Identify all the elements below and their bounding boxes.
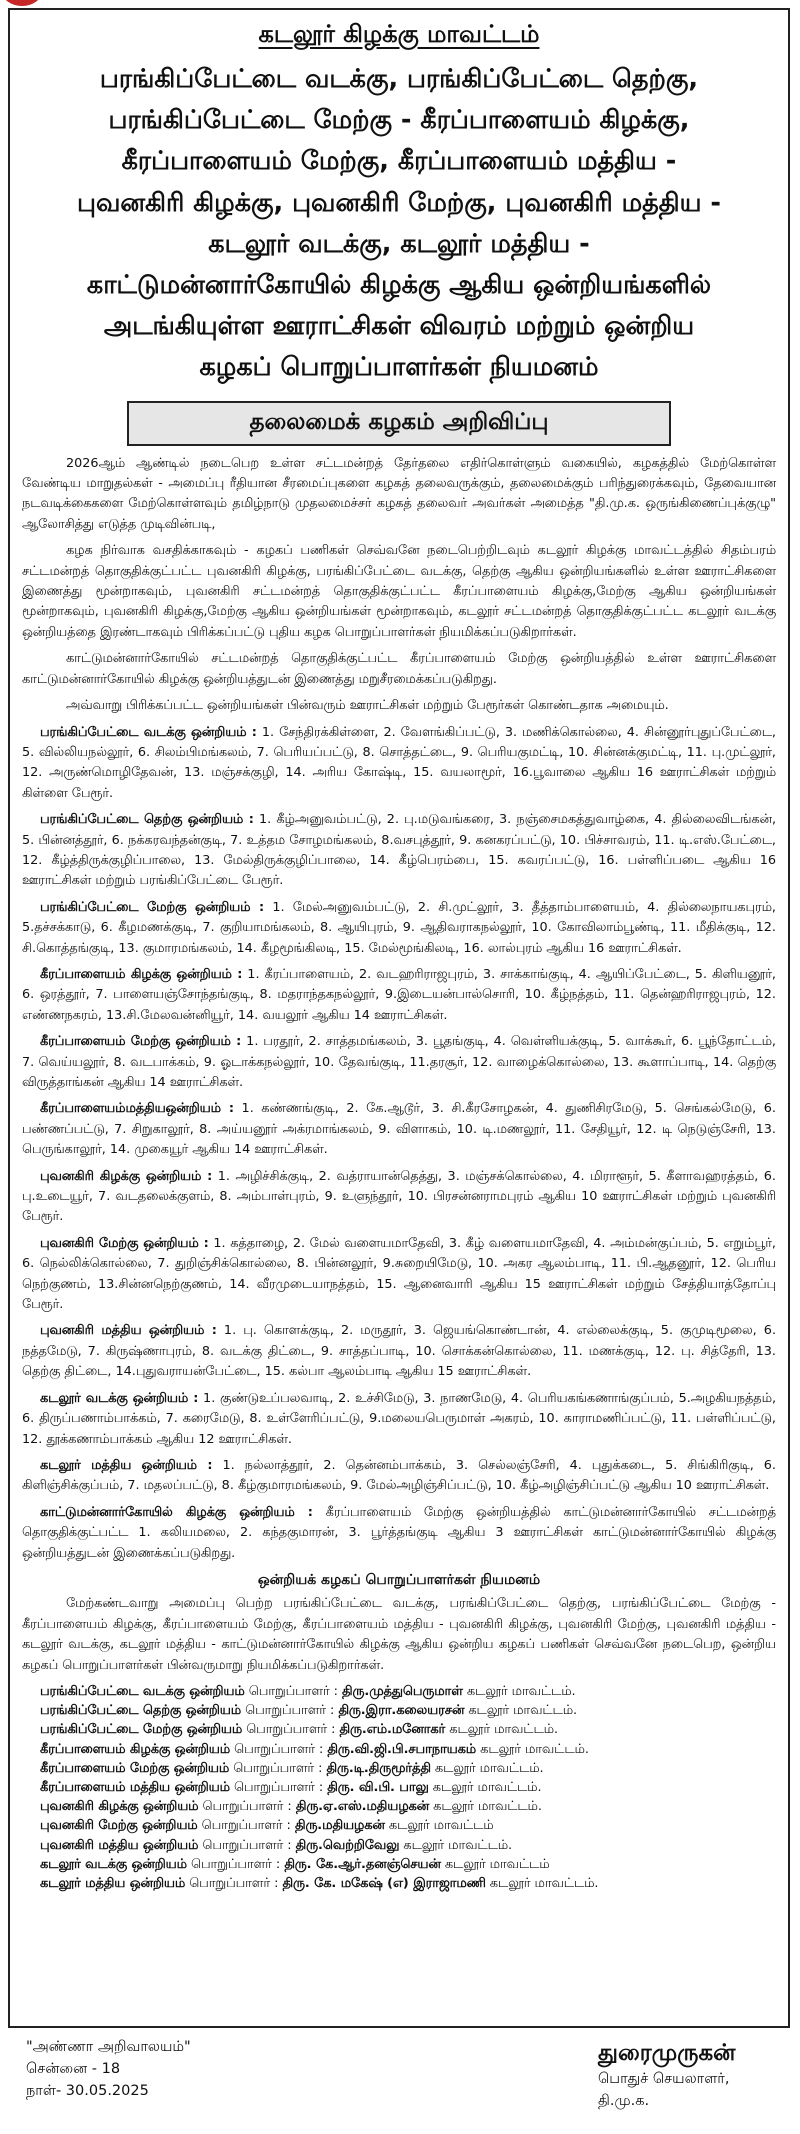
paragraph: 2026ஆம் ஆண்டில் நடைபெற உள்ள சட்டமன்றத் தேர்தலை எதிர்கொள்ளும் வகையில், கழகத்தில் மேற்கொள்ள வேண்டிய மாறுதல்கள் - அமைப்பு ரீதியான சீரமைப்புகளை கழகத் தலைவருக்கும், தலைமைக்கும் பரிந்துரைக்கவும், தேவையான நடவடிக்கைகளை மேற்கொள்ளவும் தமிழ்நாடு முதலமைச்சர் கழகத் தலைவர் அவர்கள் அமைத்த "தி.மு.க. ஒருங்கிணைப்புக்குழு" ஆலோசித்து எடுத்த முடிவின்படி,: [22, 455, 776, 532]
union-villages: 1. சேந்திரக்கிள்ளை, 2. வேளங்கிப்பட்டு, 3. மணிக்கொல்லை, 4. சின்னூர்புதுப்பேட்டை, 5. வில்லியநல்லூர், 6. சிலம்பிமங்கலம், 7. பெரியப்பட்டு, 8. சொத்தட்டை, 9. பெரியகுமட்டி, 10. சின்னக்குமட்டி, 11. பு.முட்லூர், 12. அருண்மொழிதேவன், 13. மஞ்சக்குழி, 14. அரிய கோஷ்டி, 15. வயலாமூர், 16.பூவாலை ஆகிய 16 ஊராட்சிகள் மற்றும் கிள்ளை பேரூர்.: [22, 724, 776, 801]
union-villages: 1. கீரப்பாளையம், 2. வடஹரிராஜபுரம், 3. சாக்காங்குடி, 4. ஆயிப்பேட்டை, 5. கிளியனூர், 6. ஒரத்தூர், 7. பாளையஞ்சோந்தங்குடி, 8. மதராந்தகநல்லூர், 9.இடையன்பால்சொரி, 10. கீழ்நத்தம், 11. தென்ஹரிராஜபுரம், 12. எண்ணநகரம், 13.சி.மேலவன்னியூர், 14. வயலூர் ஆகிய 14 ஊராட்சிகள்.: [22, 966, 776, 1023]
appointment-district: கடலூர் மாவட்டம்.: [399, 1837, 513, 1853]
appointee-name: திரு. கே.ஆர்.தனஞ்செயன்: [284, 1856, 441, 1872]
appointment-role: பொறுப்பாளர் :: [185, 1876, 283, 1891]
union-entry: [22, 965, 776, 1026]
appointment-district: கடலூர் மாவட்டம்.: [464, 1703, 578, 1719]
appointee-name: திரு.முத்துபெருமாள்: [342, 1683, 463, 1699]
union-name: பரங்கிப்பேட்டை வடக்கு ஒன்றியம் :: [40, 724, 257, 740]
appointment-role: பொறுப்பாளர் :: [241, 1703, 339, 1719]
union-villages: கீரப்பாளையம் மேற்கு ஒன்றியத்தில் காட்டுமன்னார்கோயில் சட்டமன்றத் தொகுதிக்குட்பட்ட 1. கலியமலை, 2. கந்தகுமாரன், 3. பூர்த்தங்குடி ஆகிய 3 ஊராட்சிகள் காட்டுமன்னார்கோயில் கிழக்கு ஒன்றியத்துடன் இணைக்கப்படுகிறது.: [22, 1504, 776, 1561]
appointment-district: கடலூர் மாவட்டம்.: [430, 1760, 544, 1776]
union-name: காட்டுமன்னார்கோயில் கிழக்கு ஒன்றியம் :: [40, 1504, 313, 1520]
union-name: புவனகிரி மத்திய ஒன்றியம் :: [40, 1323, 217, 1339]
appointee-name: திரு.எம்.மனோகர்: [339, 1722, 446, 1738]
appointee-name: திரு.வி.ஜி.பி.சபாநாயகம்: [327, 1741, 477, 1757]
appointment-role: பொறுப்பாளர் :: [186, 1856, 285, 1872]
appointee-name: திரு.ஏ.எஸ்.மதியழகன்: [295, 1799, 430, 1815]
footer: [8, 2028, 790, 2132]
headline: [24, 59, 774, 389]
union-entry: [22, 723, 776, 805]
announcement-frame: [8, 8, 790, 2028]
appointment-district: கடலூர் மாவட்டம்.: [429, 1799, 542, 1815]
union-entry: [22, 1389, 776, 1450]
signature-block: [598, 2038, 735, 2112]
appointment-union: புவனகிரி கிழக்கு ஒன்றியம்: [40, 1799, 199, 1815]
union-villages: 1. மேல்அனுவம்பட்டு, 2. சி.முட்லூர், 3. தீத்தாம்பாளையம், 4. தில்லைநாயகபுரம், 5.தச்சக்காடு, 6. கீழமணக்குடி, 7. குறியாமங்கலம், 8. ஆயிபுரம், 9. ஆதிவராகநல்லூர், 10. கோவிலாம்பூண்டி, 11. மீதிக்குடி, 12. சி.கொத்தங்குடி, 13. குமாரமங்கலம், 14. கீழமூங்கிலடி, 15. மேல்மூங்கிலடி, 16. லால்புரம் ஆகிய 16 ஊராட்சிகள்.: [22, 899, 776, 956]
appointee-name: திரு. வி.பி. பாலு: [327, 1779, 429, 1795]
notice-body: [10, 454, 788, 1676]
headline-line: பரங்கிப்பேட்டை மேற்கு - கீரப்பாளையம் கிழக்கு,: [108, 105, 690, 136]
union-name: கீரப்பாளையம் மேற்கு ஒன்றியம் :: [40, 1034, 242, 1050]
signatory-title: பொதுச் செயலாளர்,: [598, 2071, 730, 2087]
union-name: புவனகிரி மேற்கு ஒன்றியம் :: [40, 1235, 209, 1251]
union-name: கடலூர் மத்திய ஒன்றியம் :: [40, 1457, 213, 1473]
appointee-name: திரு. கே. மகேஷ் (எ) இராஜாமணி: [282, 1876, 486, 1891]
address-block: [26, 2036, 191, 2102]
appointment-union: புவனகிரி மேற்கு ஒன்றியம்: [40, 1818, 198, 1834]
appointment-row: [40, 1836, 788, 1855]
headline-line: கழகப் பொறுப்பாளர்கள் நியமனம்: [199, 352, 599, 383]
address-name: "அண்ணா அறிவாலயம்": [26, 2039, 191, 2055]
union-entry: [22, 1503, 776, 1564]
address-city: சென்னை - 18: [26, 2061, 121, 2077]
appointment-role: பொறுப்பாளர் :: [230, 1741, 328, 1757]
appointee-name: திரு.வெற்றிவேலு: [295, 1837, 400, 1853]
appointment-row: [40, 1701, 788, 1720]
union-villages: 1. குண்டுஉப்பலவாடி, 2. உச்சிமேடு, 3. நாணமேடு, 4. பெரியகங்கணாங்குப்பம், 5.அழகியநத்தம், 6. திருப்பணாம்பாக்கம், 7. கரைமேடு, 8. உள்ளேரிப்பட்டு, 9.மலையபெருமாள் அகரம், 10. காராமணிப்பட்டு, 11. பள்ளிப்பட்டு, 12. தூக்கணாம்பாக்கம் ஆகிய 12 ஊராட்சிகள்.: [22, 1390, 777, 1447]
appointment-district: கடலூர் மாவட்டம்: [440, 1856, 550, 1872]
appointment-row: [40, 1797, 788, 1816]
headline-line: பரங்கிப்பேட்டை வடக்கு, பரங்கிப்பேட்டை தெற்கு,: [99, 64, 699, 94]
appointment-union: கீரப்பாளையம் கிழக்கு ஒன்றியம்: [40, 1741, 231, 1757]
union-entry: [22, 1032, 776, 1093]
appointment-row: [40, 1855, 788, 1874]
headline-line: கீரப்பாளையம் மேற்கு, கீரப்பாளையம் மத்திய -: [121, 146, 677, 177]
paragraph: அவ்வாறு பிரிக்கப்பட்ட ஒன்றியங்கள் பின்வரும் ஊராட்சிகள் மற்றும் பேரூர்கள் கொண்டதாக அமையும்.: [66, 698, 669, 714]
appointment-role: பொறுப்பாளர் :: [197, 1818, 295, 1834]
appointment-role: பொறுப்பாளர் :: [198, 1837, 296, 1853]
headline-line: கடலூர் வடக்கு, கடலூர் மத்திய -: [208, 228, 590, 259]
paragraph: காட்டுமன்னார்கோயில் சட்டமன்றத் தொகுதிக்குட்பட்ட கீரப்பாளையம் மேற்கு ஒன்றியத்தில் உள்ள ஊராட்சிகளை காட்டுமன்னார்கோயில் கிழக்கு ஒன்றியத்துடன் இணைத்து மறுசீரமைக்கப்படுகிறது.: [22, 651, 776, 687]
union-entry: [22, 1456, 776, 1497]
union-entry: [22, 1234, 776, 1316]
appointment-district: கடலூர் மாவட்டம்.: [445, 1722, 559, 1738]
headline-line: புவனகிரி கிழக்கு, புவனகிரி மேற்கு, புவனகிரி மத்திய -: [77, 187, 721, 218]
appointment-union: புவனகிரி மத்திய ஒன்றியம்: [40, 1837, 199, 1853]
appointment-district: கடலூர் மாவட்டம்.: [428, 1779, 542, 1795]
appointments-heading: ஒன்றியக் கழகப் பொறுப்பாளர்கள் நியமனம்: [257, 1571, 541, 1588]
paragraph: கழக நிர்வாக வசதிக்காகவும் - கழகப் பணிகள் செவ்வனே நடைபெற்றிடவும் கடலூர் கிழக்கு மாவட்டத்தில் சிதம்பரம் சட்டமன்றத் தொகுதிக்குட்பட்ட புவனகிரி கிழக்கு, பரங்கிப்பேட்டை வடக்கு, தெற்கு ஆகிய ஒன்றியங்களில் உள்ள ஊராட்சிகளை இணைத்து மூன்றாகவும், புவனகிரி சட்டமன்றத் தொகுதிக்குட்பட்ட கீரப்பாளையம் கிழக்கு,மேற்கு ஆகிய ஒன்றியங்கள் மூன்றாகவும், புவனகிரி கிழக்கு,மேற்கு ஆகிய ஒன்றியங்கள் மூன்றாகவும், கடலூர் சட்டமன்றத் தொகுதிக்குட்பட்ட கடலூர் வடக்கு ஒன்றியத்தை இரண்டாகவும் பிரிக்கப்பட்டு புதிய கழக பொறுப்பாளர்கள் நியமிக்கப்படுகிறார்கள்.: [22, 543, 776, 640]
union-entry: [22, 810, 776, 892]
union-name: பரங்கிப்பேட்டை மேற்கு ஒன்றியம் :: [40, 899, 265, 915]
union-entry: [22, 1167, 776, 1228]
headline-line: அடங்கியுள்ள ஊராட்சிகள் விவரம் மற்றும் ஒன்றிய: [103, 311, 695, 342]
signatory-org: தி.மு.க.: [598, 2093, 650, 2109]
appointment-row: [40, 1740, 788, 1759]
appointment-role: பொறுப்பாளர் :: [242, 1722, 340, 1738]
appointment-row: [40, 1720, 788, 1739]
union-entry: [22, 1321, 776, 1382]
appointment-row: [40, 1682, 788, 1701]
appointments-list: [10, 1682, 788, 1893]
appointment-role: பொறுப்பாளர் :: [198, 1799, 296, 1815]
signatory-name: துரைமுருகன்: [598, 2040, 736, 2066]
union-villages: 1. கண்ணங்குடி, 2. கே.ஆடூர், 3. சி.கீரசோழகன், 4. துணிசிரமேடு, 5. செங்கல்மேடு, 6. பண்ணப்பட்டு, 7. சிறுகாலூர், 8. அய்யனூர் அக்ரமாங்கலம், 9. விளாகம், 10. டி.மணலூர், 11. சேதியூர், 12. டி நெடுஞ்சேரி, 13. பெருங்காலூர், 14. முகையூர் ஆகிய 14 ஊராட்சிகள்.: [22, 1101, 777, 1158]
union-name: கீரப்பாளையம்மத்தியஒன்றியம் :: [40, 1101, 235, 1117]
appointment-union: கடலூர் மத்திய ஒன்றியம்: [40, 1876, 186, 1891]
appointment-union: பரங்கிப்பேட்டை வடக்கு ஒன்றியம்: [40, 1683, 245, 1699]
union-name: பரங்கிப்பேட்டை தெற்கு ஒன்றியம் :: [40, 812, 254, 828]
union-villages: 1. கீழ்அனுவம்பட்டு, 2. பு.மடுவங்கரை, 3. நஞ்சைமகத்துவாழ்கை, 4. தில்லைவிடங்கன், 5. பின்னத்தூர், 6. நக்கரவந்தன்குடி, 7. உத்தம சோழமங்கலம், 8.வசபுத்தூர், 9. கனகரப்பட்டு, 10. பிச்சாவரம், 11. டி.எஸ்.பேட்டை, 12. கீழ்த்திருக்குழிப்பாலை, 13. மேல்திருக்குழிப்பாலை, 14. கீழ்பெரம்பை, 15. கவரப்பட்டு, 16. பள்ளிப்படை ஆகிய 16 ஊராட்சிகள் மற்றும் பரங்கிப்பேட்டை பேரூர்.: [22, 812, 777, 889]
appointment-union: பரங்கிப்பேட்டை மேற்கு ஒன்றியம்: [40, 1722, 243, 1738]
union-villages: 1. கத்தாழை, 2. மேல் வளையமாதேவி, 3. கீழ் வளையமாதேவி, 4. அம்மன்குப்பம், 5. எறும்பூர், 6. நெல்லிக்கொல்லை, 7. துறிஞ்சிக்கொல்லை, 8. பின்னலூர், 9.சுறையிமேடு, 10. அகர ஆலம்பாடி, 11. பி.ஆதனூர், 12. பெரிய நெற்குணம், 13.சின்னநெற்குணம், 14. வீரமுடையாநத்தம், 15. ஆனைவாரி ஆகிய 15 ஊராட்சிகள் மற்றும் சேத்தியாத்தோப்பு பேரூர்.: [22, 1235, 776, 1313]
appointment-role: பொறுப்பாளர் :: [229, 1760, 327, 1776]
appointment-row: [40, 1778, 788, 1797]
appointment-district: கடலூர் மாவட்டம்: [384, 1818, 494, 1834]
appointment-row: [40, 1816, 788, 1835]
appointment-district: கடலூர் மாவட்டம்.: [476, 1741, 589, 1757]
appointment-union: கீரப்பாளையம் மேற்கு ஒன்றியம்: [40, 1760, 230, 1776]
appointment-role: பொறுப்பாளர் :: [229, 1779, 328, 1795]
union-villages: 1. அழிச்சிக்குடி, 2. வத்ராயான்தெத்து, 3. மஞ்சக்கொல்லை, 4. மிராளூர், 5. கீளாவஹரத்தம், 6. பு.உடையூர், 7. வடதலைக்குளம், 8. அம்பாள்புரம், 9. உளுந்தூர், 10. பிரசன்னராமபுரம் ஆகிய 10 ஊராட்சிகள் மற்றும் புவனகிரி பேரூர்.: [22, 1168, 776, 1225]
appointee-name: திரு.மதியழகன்: [294, 1818, 385, 1834]
union-name: கீரப்பாளையம் கிழக்கு ஒன்றியம் :: [40, 966, 243, 982]
union-villages: 1. பரதூர், 2. சாத்தமங்கலம், 3. பூதங்குடி, 4. வெள்ளியக்குடி, 5. வாக்கூர், 6. பூந்தோட்டம், 7. வெய்யலூர், 8. வடபாக்கம், 9. ஓடாக்கநல்லூர், 10. தேவங்குடி, 11.தரசூர், 12. வாழைக்கொல்லை, 13. கூளாப்பாடி, 14. தெற்கு விருத்தாங்கன் ஆகிய 14 ஊராட்சிகள்.: [22, 1034, 776, 1090]
union-villages: 1. பு. கொளக்குடி, 2. மருதூர், 3. ஜெயங்கொண்டான், 4. எல்லைக்குடி, 5. குமுடிமூலை, 6. நத்தமேடு, 7. கிருஷ்ணாபுரம், 8. வடக்கு திட்டை, 9. சாத்தப்பாடி, 10. சொக்கன்கொல்லை, 11. மணக்குடி, 12. பு. சித்தேரி, 13. தெற்கு திட்டை, 14.புதுவராயன்பேட்டை, 15. கல்பா ஆலம்பாடி ஆகிய 15 ஊராட்சிகள்.: [22, 1323, 777, 1380]
appointment-row: [40, 1759, 788, 1778]
announcement-page: [8, 0, 792, 2134]
appointment-role: பொறுப்பாளர் :: [244, 1683, 343, 1699]
appointment-district: கடலூர் மாவட்டம்.: [462, 1683, 576, 1699]
appointment-row: [40, 1874, 788, 1893]
appointee-name: திரு.டி.திருமூர்த்தி: [326, 1760, 431, 1776]
union-name: புவனகிரி கிழக்கு ஒன்றியம் :: [40, 1168, 213, 1184]
appointment-union: கீரப்பாளையம் மத்திய ஒன்றியம்: [40, 1779, 230, 1795]
union-villages: 1. நல்லாத்தூர், 2. தென்னம்பாக்கம், 3. செல்லஞ்சேரி, 4. புதுக்கடை, 5. சிங்கிரிகுடி, 6. கிளிஞ்சிக்குப்பம், 7. மதலப்பட்டு, 8. கீழ்குமாரமங்கலம், 9. மேல்அழிஞ்சிப்பட்டு, 10. கீழ்அழிஞ்சிப்பட்டு ஆகிய 10 ஊராட்சிகள்.: [22, 1457, 776, 1494]
appointment-district: கடலூர் மாவட்டம்.: [485, 1876, 599, 1891]
union-entry: [22, 1099, 776, 1160]
notice-title: தலைமைக் கழகம் அறிவிப்பு: [127, 401, 671, 446]
appointments-intro: மேற்கண்டவாறு அமைப்பு பெற்ற பரங்கிப்பேட்டை வடக்கு, பரங்கிப்பேட்டை தெற்கு, பரங்கிப்பேட்டை மேற்கு - கீரப்பாளையம் கிழக்கு, கீரப்பாளையம் மேற்கு, கீரப்பாளையம் மத்திய - புவனகிரி கிழக்கு, புவனகிரி மேற்கு, புவனகிரி மத்திய - கடலூர் வடக்கு, கடலூர் மத்திய - காட்டுமன்னார்கோயில் கிழக்கு ஆகிய ஒன்றிய கழகப் பணிகள் செவ்வனே நடைபெற, ஒன்றிய கழகப் பொறுப்பாளர்கள் பின்வருமாறு நியமிக்கப்படுகிறார்கள்.: [22, 1596, 776, 1673]
appointment-union: பரங்கிப்பேட்டை தெற்கு ஒன்றியம்: [40, 1703, 242, 1719]
union-entry: [22, 898, 776, 959]
district-title: கடலூர் கிழக்கு மாவட்டம்: [258, 20, 540, 48]
headline-line: காட்டுமன்னார்கோயில் கிழக்கு ஆகிய ஒன்றியங்களில்: [86, 270, 712, 301]
notice-date: நாள்- 30.05.2025: [26, 2083, 149, 2099]
appointment-union: கடலூர் வடக்கு ஒன்றியம்: [40, 1856, 187, 1872]
appointee-name: திரு.இரா.கலையரசன்: [338, 1703, 465, 1719]
union-name: கடலூர் வடக்கு ஒன்றியம் :: [40, 1390, 199, 1406]
